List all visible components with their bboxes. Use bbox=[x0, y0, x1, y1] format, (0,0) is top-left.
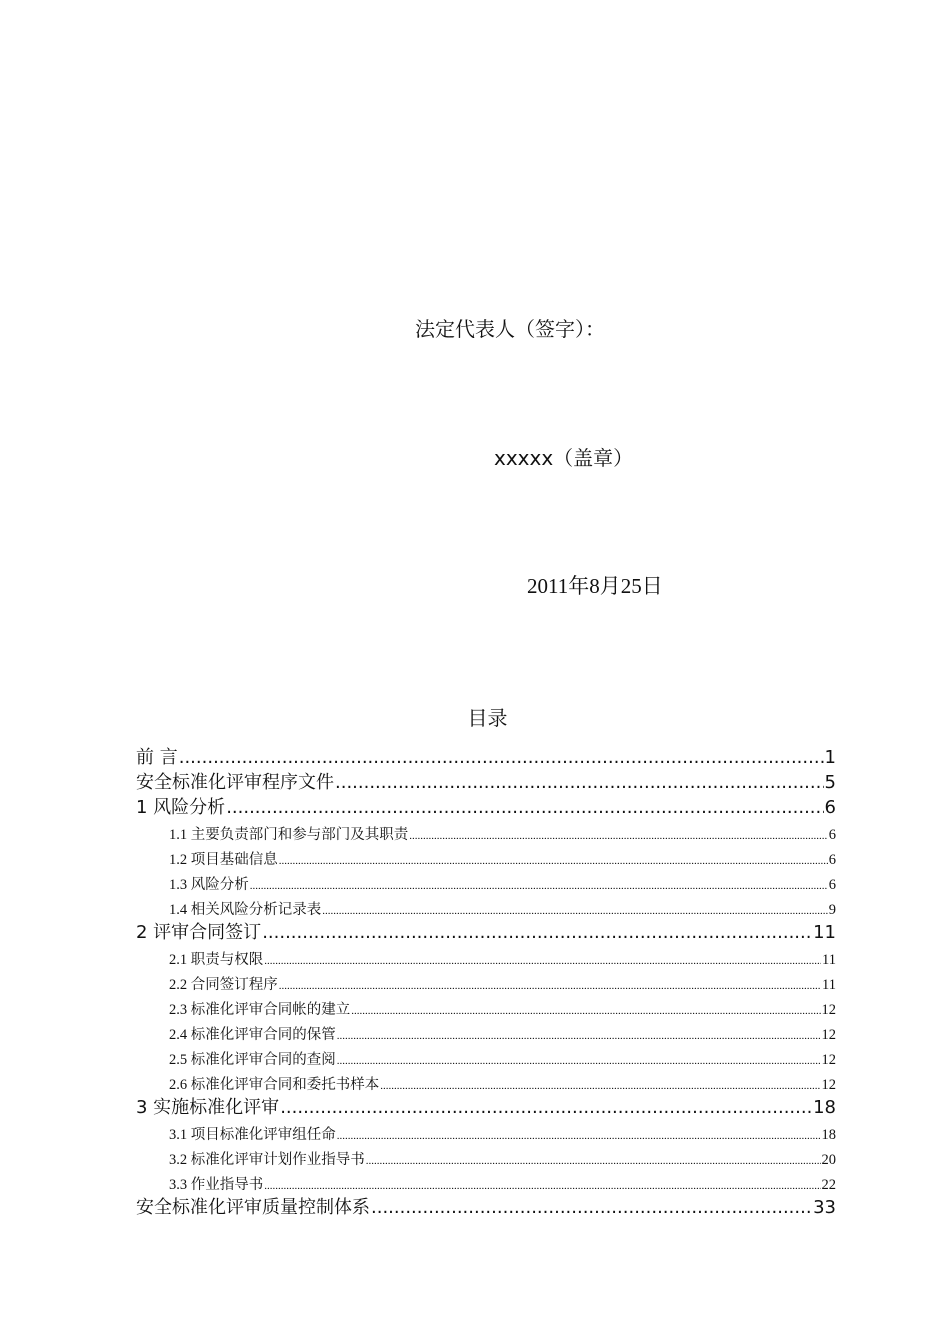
toc-entry-title: 3 实施标准化评审 bbox=[136, 1097, 280, 1118]
signature-label: 法定代表人（签字）： bbox=[415, 317, 605, 341]
toc-dot-leader bbox=[337, 1128, 821, 1143]
toc-subentry[interactable] bbox=[136, 1142, 836, 1167]
toc-subentry[interactable] bbox=[136, 1042, 836, 1067]
table-of-contents bbox=[136, 742, 836, 1217]
toc-dot-leader bbox=[279, 978, 821, 993]
toc-dot-leader bbox=[409, 828, 828, 843]
toc-page-number: 6 bbox=[828, 851, 836, 868]
toc-entry-title: 3.1 项目标准化评审组任命 bbox=[169, 1126, 336, 1143]
toc-page-number: 5 bbox=[824, 772, 836, 793]
toc-page-number: 22 bbox=[821, 1176, 836, 1193]
toc-subentry[interactable] bbox=[136, 1017, 836, 1042]
toc-entry-title: 2.2 合同签订程序 bbox=[169, 976, 278, 993]
toc-entry[interactable] bbox=[136, 1192, 836, 1217]
toc-entry-title: 1.1 主要负责部门和参与部门及其职责 bbox=[169, 826, 409, 843]
toc-entry-title: 1.3 风险分析 bbox=[169, 876, 249, 893]
toc-dot-leader bbox=[337, 1053, 821, 1068]
toc-dot-leader bbox=[179, 749, 824, 767]
toc-subentry[interactable] bbox=[136, 1117, 836, 1142]
toc-subentry[interactable] bbox=[136, 867, 836, 892]
toc-entry-title: 2.5 标准化评审合同的查阅 bbox=[169, 1051, 336, 1068]
toc-subentry[interactable] bbox=[136, 817, 836, 842]
toc-dot-leader bbox=[351, 1003, 820, 1018]
toc-entry-title: 2.3 标准化评审合同帐的建立 bbox=[169, 1001, 351, 1018]
toc-entry[interactable] bbox=[136, 742, 836, 767]
toc-entry[interactable] bbox=[136, 792, 836, 817]
toc-page-number: 11 bbox=[822, 951, 836, 968]
toc-entry-title: 1 风险分析 bbox=[136, 797, 226, 818]
toc-dot-leader bbox=[335, 774, 824, 792]
toc-dot-leader bbox=[280, 1099, 812, 1117]
toc-page-number: 11 bbox=[822, 976, 836, 993]
toc-page-number: 12 bbox=[821, 1001, 836, 1018]
toc-page-number: 6 bbox=[828, 876, 836, 893]
toc-subentry[interactable] bbox=[136, 892, 836, 917]
toc-entry[interactable] bbox=[136, 1092, 836, 1117]
date-text: 2011年8月25日 bbox=[527, 574, 663, 598]
toc-page-number: 1 bbox=[824, 747, 836, 768]
toc-dot-leader bbox=[264, 953, 821, 968]
toc-subentry[interactable] bbox=[136, 992, 836, 1017]
toc-entry-title: 3.3 作业指导书 bbox=[169, 1176, 264, 1193]
toc-title: 目录 bbox=[467, 706, 508, 730]
toc-subentry[interactable] bbox=[136, 967, 836, 992]
toc-subentry[interactable] bbox=[136, 842, 836, 867]
toc-dot-leader bbox=[264, 1178, 820, 1193]
toc-entry[interactable] bbox=[136, 917, 836, 942]
toc-page-number: 12 bbox=[821, 1076, 836, 1093]
toc-page-number: 11 bbox=[813, 922, 836, 943]
toc-entry-title: 前 言 bbox=[136, 747, 178, 768]
toc-page-number: 12 bbox=[821, 1051, 836, 1068]
toc-page-number: 6 bbox=[828, 826, 836, 843]
toc-dot-leader bbox=[371, 1199, 812, 1217]
toc-page-number: 6 bbox=[824, 797, 836, 818]
toc-subentry[interactable] bbox=[136, 1067, 836, 1092]
toc-entry-title: 2.4 标准化评审合同的保管 bbox=[169, 1026, 336, 1043]
seal-label: xxxxx（盖章） bbox=[494, 446, 634, 470]
toc-entry-title: 2.6 标准化评审合同和委托书样本 bbox=[169, 1076, 380, 1093]
toc-page-number: 18 bbox=[813, 1097, 836, 1118]
toc-dot-leader bbox=[226, 799, 823, 817]
toc-dot-leader bbox=[322, 903, 828, 918]
toc-entry-title: 1.2 项目基础信息 bbox=[169, 851, 278, 868]
toc-entry-title: 安全标准化评审质量控制体系 bbox=[136, 1197, 370, 1218]
toc-entry-title: 安全标准化评审程序文件 bbox=[136, 772, 334, 793]
toc-page-number: 12 bbox=[821, 1026, 836, 1043]
toc-page-number: 33 bbox=[813, 1197, 836, 1218]
toc-dot-leader bbox=[250, 878, 828, 893]
toc-subentry[interactable] bbox=[136, 942, 836, 967]
toc-entry-title: 2.1 职责与权限 bbox=[169, 951, 264, 968]
toc-entry-title: 2 评审合同签订 bbox=[136, 922, 262, 943]
toc-dot-leader bbox=[366, 1153, 821, 1168]
toc-dot-leader bbox=[262, 924, 812, 942]
toc-dot-leader bbox=[279, 853, 828, 868]
toc-entry-title: 1.4 相关风险分析记录表 bbox=[169, 901, 322, 918]
toc-entry[interactable] bbox=[136, 767, 836, 792]
toc-page-number: 20 bbox=[821, 1151, 836, 1168]
toc-page-number: 9 bbox=[828, 901, 836, 918]
toc-dot-leader bbox=[380, 1078, 820, 1093]
toc-page-number: 18 bbox=[821, 1126, 836, 1143]
toc-subentry[interactable] bbox=[136, 1167, 836, 1192]
toc-entry-title: 3.2 标准化评审计划作业指导书 bbox=[169, 1151, 365, 1168]
toc-dot-leader bbox=[337, 1028, 821, 1043]
